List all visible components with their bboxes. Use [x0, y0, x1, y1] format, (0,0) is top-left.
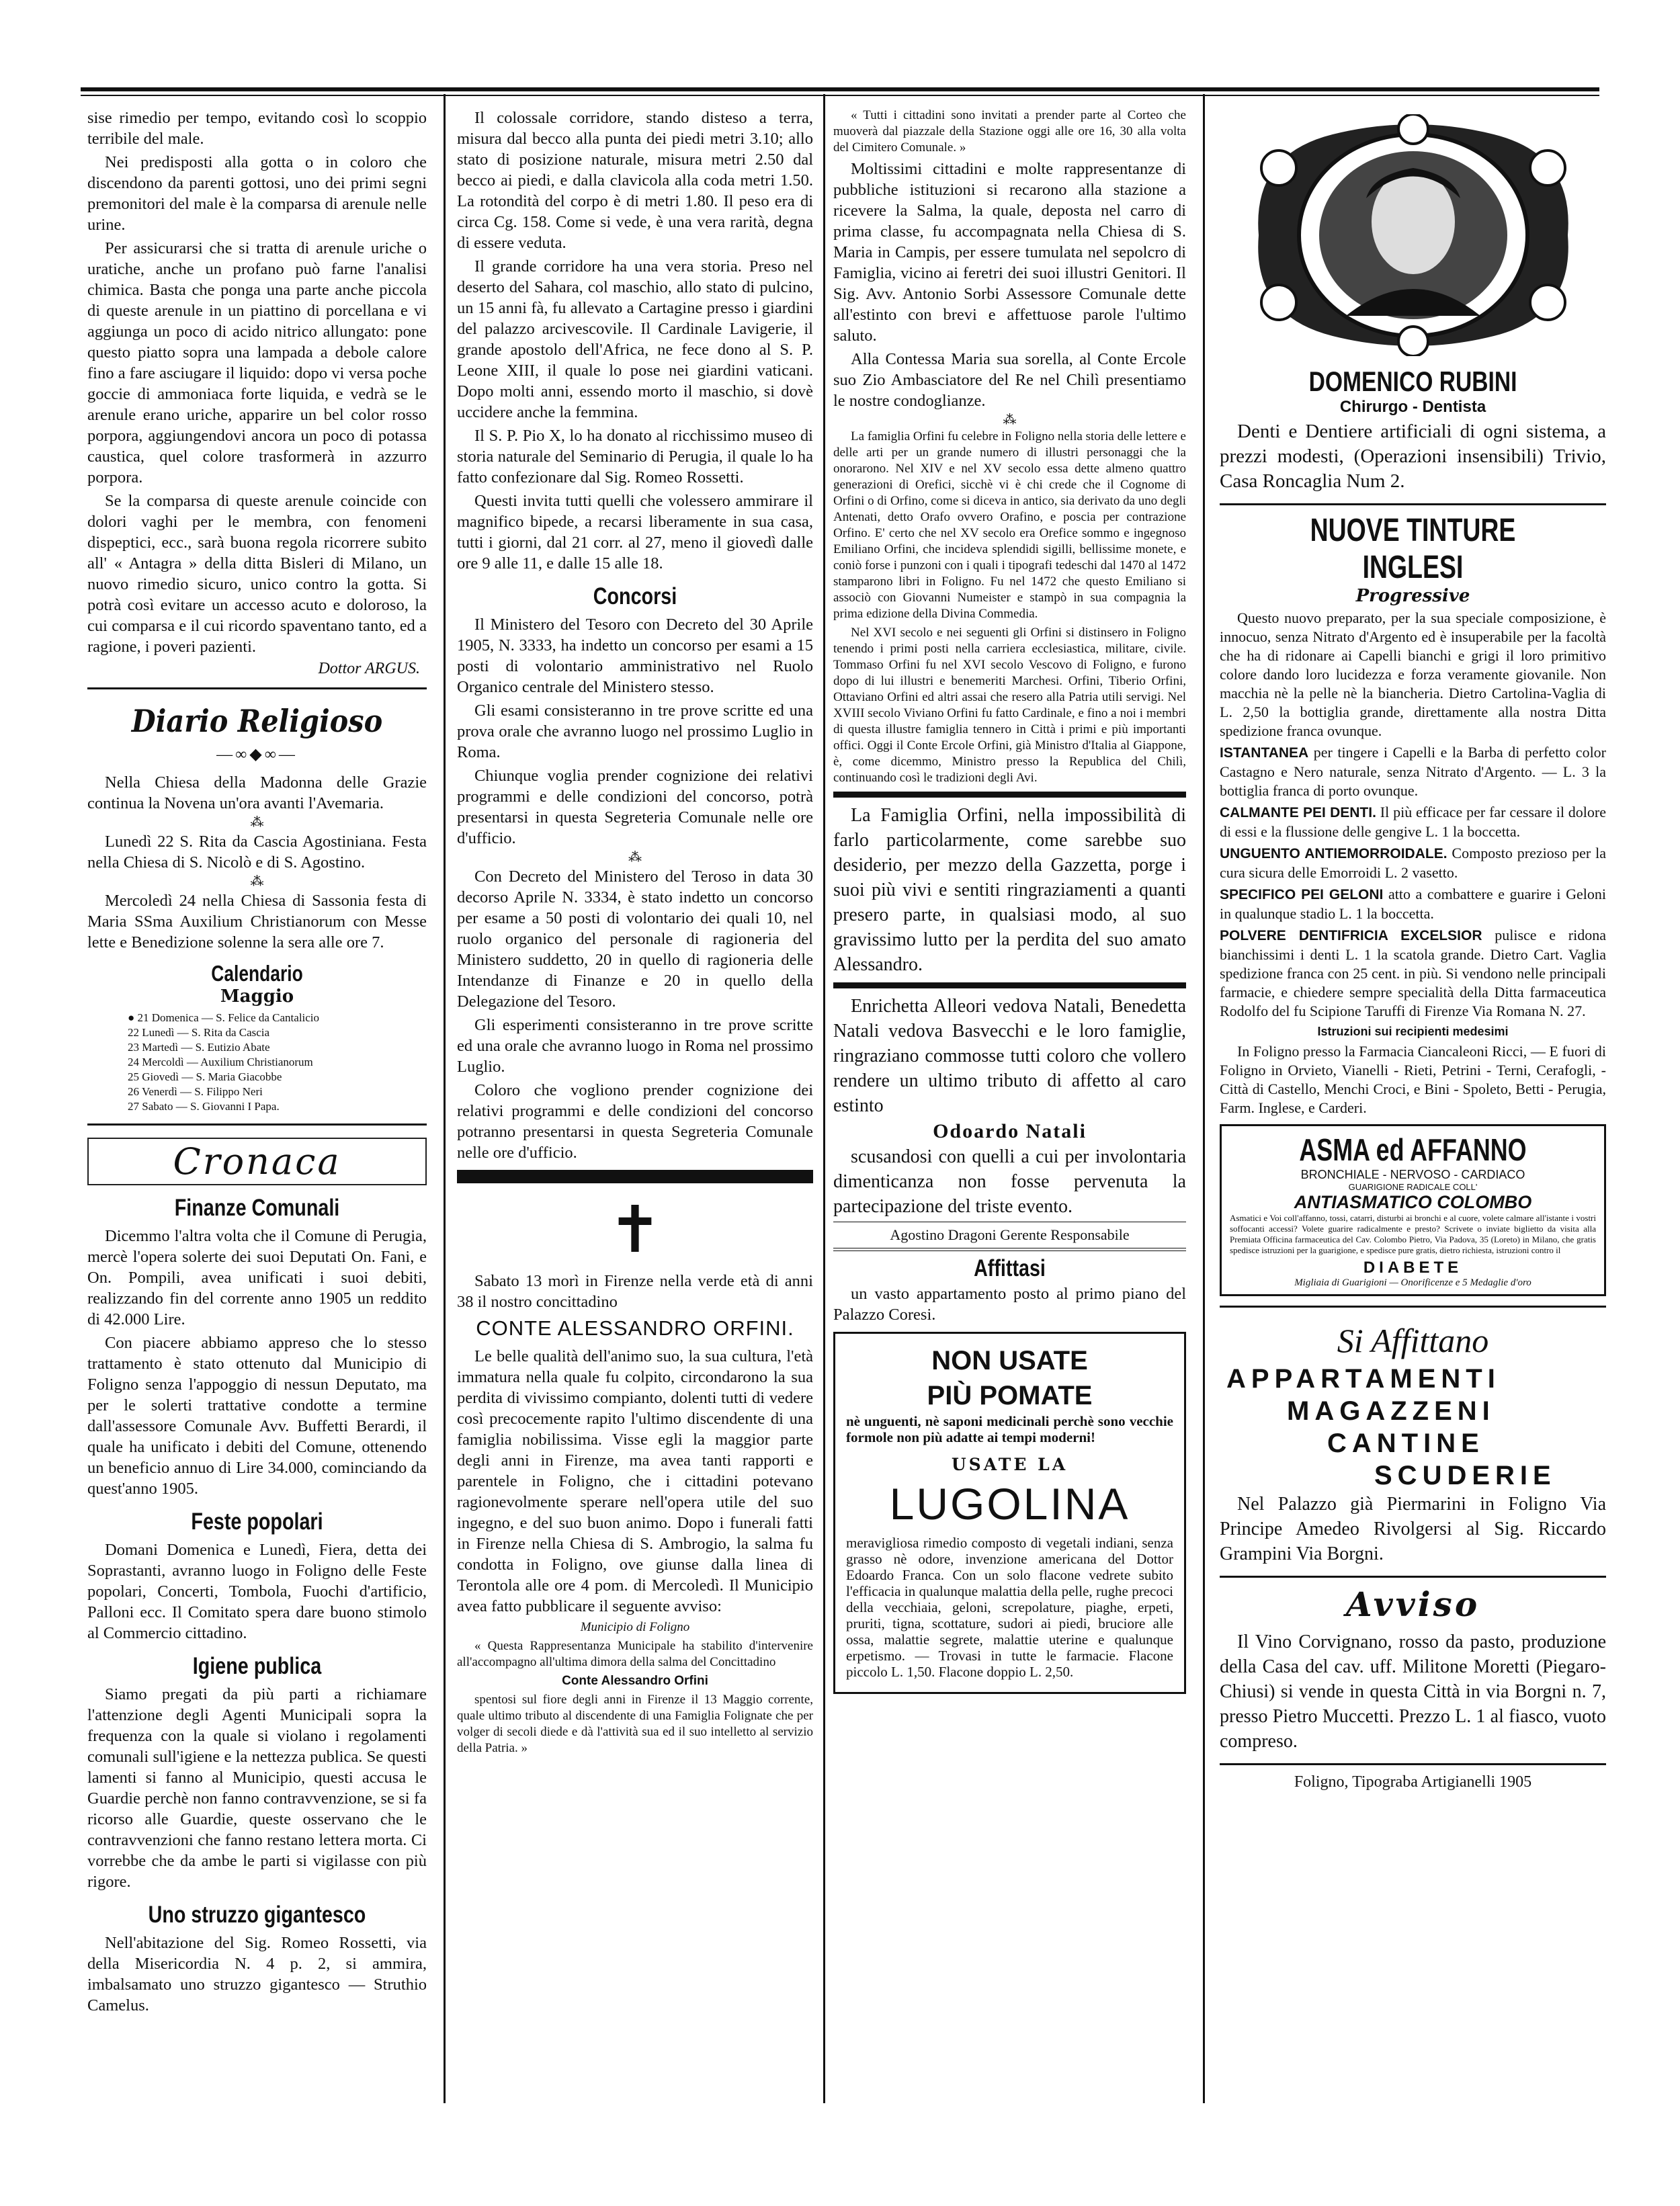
- gerente: Agostino Dragoni Gerente Responsabile: [890, 1226, 1130, 1243]
- article-paragraph: Per assicurarsi che si tratta di arenule uriche o uratiche, anche un profano può farne l'analisi chimica. Basta che ponga una parte anche piccola di queste arenule in un piattino di porcellana e vi aggiunga un poco di acido nitrico allungato: pone questo piatto sopra una lampada a debole calore fino a fare asciugare il liquido: dopo vi versa poche goccie di ammoniaca forte liquida, e vedrà se le arenule erano uriche, apparire un bel color rosso porpora, aggiungendovi ancora un poco di potassa caustica, quel colore trasformerà in azzurro porpora.: [87, 239, 427, 486]
- mourning-band: [833, 982, 1186, 988]
- printer: Foligno, Tipograba Artigianelli 1905: [1294, 1773, 1532, 1791]
- stars-separator: ⁂: [628, 850, 642, 865]
- calendar-row: 22 Lunedì — S. Rita da Cascia: [128, 1026, 270, 1039]
- asma-sub2: GUARIGIONE RADICALE COLL': [1348, 1182, 1478, 1192]
- tinture-subtitle: Progressive: [1355, 586, 1470, 606]
- product-name: ISTANTANEA: [1220, 745, 1309, 761]
- article-paragraph: Gli esperimenti consisteranno in tre prove scritte ed una orale che avranno luogo in Roma nel prossimo Luglio.: [457, 1016, 813, 1076]
- calendario-month: Maggio: [220, 986, 294, 1007]
- affittano-line: APPARTAMENTI: [1226, 1364, 1501, 1394]
- instructions: Istruzioni sui recipienti medesimi: [1317, 1025, 1509, 1038]
- section-title: Affittasi: [974, 1255, 1046, 1281]
- article-paragraph: un vasto appartamento posto al primo piano del Palazzo Coresi.: [833, 1285, 1186, 1324]
- affittano-title: Si Affittano: [1337, 1322, 1489, 1359]
- article-paragraph: Coloro che vogliono prender cognizione dei relativi programmi e delle condizioni del concorso potranno presentarsi in questa Segreteria Comunale nelle ore d'ufficio.: [457, 1081, 813, 1162]
- calendar-row: 27 Sabato — S. Giovanni I Papa.: [128, 1100, 280, 1113]
- column-3: [833, 108, 1186, 2123]
- asma-brand: ANTIASMATICO COLOMBO: [1294, 1192, 1532, 1212]
- article-paragraph: Dicemmo l'altra volta che il Comune di Perugia, mercè l'opera solerte dei suoi Deputati On. Fani, e On. Pompili, avea unificati i suoi debiti, realizzando fin del corrente anno 1905 un reddito di 42.000 Lire.: [87, 1227, 427, 1328]
- ornament: —∞◆∞—: [216, 746, 298, 763]
- article-paragraph: Nei predisposti alla gotta o in coloro che discendono da parenti gottosi, uno dei primi segni premonitori del male è la comparsa di arenule nelle urine.: [87, 153, 427, 234]
- product-item: [1220, 926, 1606, 1021]
- article-paragraph: Domani Domenica e Lunedì, Fiera, detta dei Soprastanti, avranno luogo in Foligno delle Feste popolari, Concerti, Tombola, Fuochi d'artificio, Palloni ecc. Il Comitato spera dare buono stimolo al Commercio cittadino.: [87, 1541, 427, 1642]
- article-paragraph: sise rimedio per tempo, evitando così lo scoppio terribile del male.: [87, 109, 427, 148]
- top-rule: [81, 87, 1599, 91]
- asma-ad: [1220, 1124, 1606, 1296]
- diabete: DIABETE: [1363, 1259, 1463, 1277]
- cross-icon: ✝: [607, 1194, 663, 1266]
- article-paragraph: Il Ministero del Tesoro con Decreto del 30 Aprile 1905, N. 3333, ha indetto un concorso per esami a 15 posti di volontario amministrativo nel Ruolo Organico centrale del Ministero stesso.: [457, 616, 813, 696]
- article-paragraph: Il colossale corridore, stando disteso a terra, misura dal becco alla punta dei piedi metri 3.10; allo stato di posizione naturale, misura metri 2.50 dal becco ai piedi, e dalla clavicola alla coda metri 1.50. La rotondità del corpo è di metri 1.80. Il peso era di circa Cg. 158. Come si vede, è una vera rarità, degna di essere veduta.: [457, 109, 813, 252]
- diario-title: Diario Religioso: [131, 703, 383, 739]
- thanks-natali-end: scusandosi con quelli a cui per involontaria dimenticanza non fosse pervenuta la partecipazione del triste evento.: [833, 1146, 1186, 1217]
- product-item: [1220, 803, 1606, 841]
- ad-subhead: USATE LA: [951, 1455, 1068, 1474]
- product-name: POLVERE DENTIFRICIA EXCELSIOR: [1220, 928, 1482, 943]
- article-paragraph: Le belle qualità dell'animo suo, la sua cultura, l'età immatura nella quale fu colpito, circondarono la sua perdita di vivissimo compianto, dolenti tutti di vedere così precocemente rapito l'ultimo discendente di una famiglia nobilissima. Visse egli la maggior parte degli anni in Firenze, ma avea tanti rapporti e parentele in Foligno, che i cittadini potevano ragionevolmente sperare nell'opera utile del suo ingegno, e del suo buon animo. Dopo i funerali fatti in Firenze nella Chiesa di S. Ambrogio, la salma fu condotta in Foligno, ove giunse dalla linea di Terontola alle ore 4 pom. di Mercoledì. Il Municipio avea fatto pubblicare il seguente avviso:: [457, 1347, 813, 1615]
- ad-text: nè unguenti, nè saponi medicinali perchè sono vecchie formole non più adatte ai tempi moderni!: [846, 1413, 1173, 1445]
- column-4: [1220, 108, 1606, 2157]
- portrait-engraving: [1238, 114, 1588, 356]
- column-rule: [444, 94, 446, 2103]
- affittano-text: Nel Palazzo già Piermarini in Foligno Via Principe Amedeo Rivolgersi al Sig. Riccardo Grampini Via Borgni.: [1220, 1494, 1606, 1564]
- thanks-natali: Enrichetta Alleori vedova Natali, Benedetta Natali vedova Basvecchi e le loro famiglie, ringraziano commosse tutti coloro che vollero rendere un ultimo tributo di affetto al caro estinto: [833, 996, 1186, 1116]
- affittano-line: SCUDERIE: [1374, 1461, 1556, 1490]
- asma-foot: Migliaia di Guarigioni — Onorificenze e 5 Medaglie d'oro: [1294, 1277, 1531, 1288]
- cronaca-banner: Cronaca: [87, 1138, 427, 1185]
- article-paragraph: « Tutti i cittadini sono invitati a prender parte al Corteo che muoverà dal piazzale della Stazione oggi alle ore 16, 30 alla volta del Cimitero Comunale. »: [833, 108, 1186, 155]
- article-paragraph: Gli esami consisteranno in tre prove scritte ed una prova orale che avranno luogo nel prossimo Luglio in Roma.: [457, 702, 813, 761]
- article-paragraph: Alla Contessa Maria sua sorella, al Conte Ercole suo Zio Ambasciatore del Re nel Chilì presentiamo le nostre condoglianze.: [833, 350, 1186, 410]
- avviso-text: Il Vino Corvignano, rosso da pasto, produzione della Casa del cav. uff. Militone Moretti (Piegaro-Chiusi) si vende in questa Città in via Borgni n. 7, presso Pietro Muccetti. Prezzo L. 1 al fiasco, vuoto compreso.: [1220, 1631, 1606, 1752]
- obituary-intro: Sabato 13 morì in Firenze nella verde età di anni 38 il nostro concittadino: [457, 1272, 813, 1311]
- ad-brand: LUGOLINA: [889, 1479, 1130, 1529]
- notice-text: spentosi sul fiore degli anni in Firenze il 13 Maggio corrente, quale ultimo tributo al discendente di una Famiglia Folignate che per volger di secoli diede e dà l'attività sua ed il suo intelletto al servizio della Patria. »: [457, 1693, 813, 1755]
- obituary-name: CONTE ALESSANDRO ORFINI.: [476, 1316, 794, 1340]
- section-title: Feste popolari: [191, 1509, 323, 1535]
- article-paragraph: Con Decreto del Ministero del Teroso in data 30 decorso Aprile N. 3334, è stato indetto un concorso per esame a 50 posti di volontario dei quali 10, nel ruolo organico del personale di ragioneria del Ministero suddetto, 20 in quello di ragioneria delle Intendanze di Finanze e 20 in quello della Delegazione del Tesoro.: [457, 867, 813, 1011]
- product-name: UNGUENTO ANTIEMORROIDALE.: [1220, 846, 1447, 861]
- asma-title: ASMA ed AFFANNO: [1299, 1132, 1527, 1167]
- notice-text: « Questa Rappresentanza Municipale ha stabilito d'intervenire all'accompagno all'ultima dimora della salma del Concittadino: [457, 1639, 813, 1669]
- calendar-row: 25 Giovedì — S. Maria Giacobbe: [128, 1070, 282, 1083]
- divider: [1220, 1576, 1606, 1578]
- diario-paragraph: Mercoledì 24 nella Chiesa di Sassonia festa di Maria SSma Auxilium Christianorum con Messe lette e Benedizione solenne la sera alle ore 7.: [87, 892, 427, 951]
- ad-headline: NON USATE: [931, 1346, 1088, 1375]
- asma-sub: BRONCHIALE - NERVOSO - CARDIACO: [1300, 1168, 1525, 1181]
- calendar-row: ● 21 Domenica — S. Felice da Cantalicio: [128, 1011, 320, 1024]
- product-text: pulisce e ridona bianchissimi i denti L. 1 la scatola grande. Dietro Cart. Vaglia spedizione franca con 25 cent. in più. Si vendono nelle principali farmacie, e chiedere sempre specialità della Ditta farmaceutica Rodolfo del fu Scipione Taruffi di Firenze Via Romana N. 27.: [1220, 927, 1606, 1019]
- avviso-title: Avviso: [1345, 1584, 1480, 1624]
- notice-name: Conte Alessandro Orfini: [562, 1674, 708, 1688]
- thanks-orfini: La Famiglia Orfini, nella impossibilità di farlo particolarmente, come sarebbe suo desiderio, per mezzo della Gazzetta, porge i suoi più vivi e sentiti ringraziamenti a quanti presero parte, in qualsiasi modo, al suo gravissimo lutto per la perdita del suo amato Alessandro.: [833, 805, 1186, 975]
- article-paragraph: Chiunque voglia prender cognizione dei relativi programmi e delle condizioni del concorso, potrà presentarsi in questa Segreteria Comunale nelle ore d'ufficio.: [457, 767, 813, 847]
- product-item: [1220, 885, 1606, 923]
- product-text: per tingere i Capelli e la Barba di perfetto color Castagno e Nero naturale, senza Nitrato d'Argento. — L. 3 la bottiglia franca di porto ovunque.: [1220, 744, 1606, 799]
- dentist-text: Denti e Dentiere artificiali di ogni sistema, a prezzi modesti, (Operazioni insensibili) Trivio, Casa Roncaglia Num 2.: [1220, 421, 1606, 492]
- dentist-name: DOMENICO RUBINI: [1308, 366, 1517, 397]
- calendar-row: 24 Mercoldì — Auxilium Christianorum: [128, 1056, 313, 1068]
- calendar-row: 26 Venerdì — S. Filippo Neri: [128, 1085, 263, 1098]
- product-name: CALMANTE PEI DENTI.: [1220, 805, 1376, 820]
- divider: [1220, 1763, 1606, 1765]
- signature: Dottor ARGUS.: [318, 660, 420, 677]
- column-rule: [1203, 94, 1205, 2103]
- article-paragraph: Nell'abitazione del Sig. Romeo Rossetti, via della Misericordia N. 4 p. 2, si ammira, imbalsamato uno struzzo gigantesco — Struthio Camelus.: [87, 1934, 427, 2014]
- stars-separator: ⁂: [250, 874, 264, 889]
- product-text: Il più efficace per far cessare il dolore di essi e la flussione delle gengive L. 1 la boccetta.: [1220, 804, 1606, 840]
- article-paragraph: Con piacere abbiamo appreso che lo stesso trattamento è stato ottenuto dal Municipio di Foligno senza l'appoggio di nessun Deputato, ma per le solerti trattative condotte a termine dall'assessore Comunale Avv. Buffetti Berardi, il quale ha unificato i debiti del Comune, ottenendo un beneficio annuo di Lire 34.000, cominciando da quest'anno 1905.: [87, 1334, 427, 1498]
- ad-text: meravigliosa rimedio composto di vegetali indiani, senza grasso nè odore, invenzione americana del Dottor Edoardo Franca. Con un solo flacone vedrete subito l'efficacia in qualunque malattia della pelle, rughe precoci della vecchiaia, geloni, screpolature, piaghe, erpeti, pruriti, tigna, scottature, sudori ai piedi, bruciore alle ossa, malattie segrete, malattie uterine e qualunque erpetismo. — Trovasi in tutte le farmacie. Flacone piccolo L. 1,50. Flacone doppio L. 2,50.: [846, 1535, 1173, 1680]
- lugolina-ad: [833, 1332, 1186, 1694]
- product-text: Composto prezioso per la cura sicura delle Emorroidi L. 2 vasetto.: [1220, 845, 1606, 881]
- deceased-name: Odoardo Natali: [933, 1120, 1087, 1142]
- stars-separator: ⁂: [1003, 413, 1017, 427]
- divider: [833, 1250, 1186, 1251]
- article-paragraph: Moltissimi cittadini e molte rappresentanze di pubbliche istituzioni si recarono alla stazione a ricevere la Salma, la quale, deposta nel carro di prima classe, fu accompagnata nella Chiesa di S. Maria in Campis, per essere tumulata nel sepolcro di Famiglia, vicino ai feretri dei suoi illustri Genitori. Il Sig. Avv. Antonio Sorbi Assessore Comunale dette all'estinto con brevi e affettuose parole l'ultimo saluto.: [833, 160, 1186, 345]
- article-paragraph: Se la comparsa di queste arenule coincide con dolori vaghi per le membra, con fenomeni dispeptici, ecc., sarà buona regola ricorrere subito all' « Antagra » della ditta Bisleri di Milano, un nuovo rimedio sicuro, unico contro la gotta. Si potrà così evitare un accesso acuto e doloroso, la cui comparsa e il cui ricordo spaventano tanto, ed a ragione, i poveri pazienti.: [87, 492, 427, 656]
- article-paragraph: Nel XVI secolo e nei seguenti gli Orfini si distinsero in Foligno tenendo i primi posti nella carriera ecclesiastica, militare, civile. Tommaso Orfini fu nel XVI secolo Vescovo di Foligno, e furono dopo di lui illustri e benemeriti Marchesi. Orfini, Tiberio Orfini, Ottaviano Orfini ed altri assai che resero alla Patria utili servigi. Nel XVIII secolo Viviano Orfini fu fatto Cardinale, e fino a noi i membri di questa illustre famiglia tennero in Città i primi e più importanti offici. Oggi il Conte Ercole Orfini, già Ministro d'Italia al Giappone, è, come dicemmo, Ministro presso la Republica del Chilì, continuando così le tradizioni degli Avi.: [833, 626, 1186, 785]
- column-rule: [823, 94, 825, 2103]
- section-title: Igiene publica: [192, 1653, 322, 1679]
- tinture-text: Questo nuovo preparato, per la sua speciale composizione, è innocuo, senza Nitrato d'Argento ed è insuperabile per la facoltà che ha di ridonare ai Capelli bianchi e grigi il loro primitivo colore dando loro lucidezza e forza veramente giovanile. Non macchia nè la pelle nè la biancheria. Dietro Cartolina-Vaglia di L. 2,50 la bottiglia grande, direttamente alla nostra Ditta spedizione franca ovunque.: [1220, 609, 1606, 739]
- section-title: Finanze Comunali: [174, 1195, 340, 1221]
- affittano-line: MAGAZZENI: [1287, 1396, 1495, 1426]
- article-paragraph: Questi invita tutti quelli che volessero ammirare il magnifico bipede, a recarsi liberamente in sua casa, tutti i giorni, dal 21 corr. al 27, meno il giovedì dalle ore 9 alle 11, e dalle 15 alle 18.: [457, 492, 813, 572]
- divider: [87, 687, 427, 689]
- mourning-band: [457, 1170, 813, 1183]
- diario-paragraph: Nella Chiesa della Madonna delle Grazie continua la Novena un'ora avanti l'Avemaria.: [87, 773, 427, 812]
- calendario-title: Calendario: [211, 961, 303, 986]
- section-title: Concorsi: [593, 583, 677, 609]
- notice-title: Municipio di Foligno: [580, 1620, 690, 1634]
- top-rule-thin: [81, 95, 1599, 96]
- depositaries: In Foligno presso la Farmacia Ciancaleoni Ricci, — E fuori di Foligno in Orvieto, Vianelli - Rieti, Petrini - Terni, Cerafogli, - Città di Castello, Menchi Croci, e Bini - Spoleto, Betti - Perugia, Farm. Inglese, e Carderi.: [1220, 1043, 1606, 1116]
- column-1: [87, 108, 427, 2123]
- article-paragraph: Siamo pregati da più parti a richiamare l'attenzione degli Agenti Municipali sopra la frequenza con la quale si violano i regolamenti comunali sull'igiene e la nettezza publica. Se questi lamenti si fanno al Municipio, questi accusa le Guardie perchè non fanno contravvenzione, se si fa ricorso alle Guardie, queste osservano che le contravvenzioni che fanno restano lettera morta. Ci vorrebbe che da ambe le parti si vigilasse con più rigore.: [87, 1685, 427, 1891]
- asma-text: Asmatici e Voi coll'affanno, tossi, catarri, disturbi ai bronchi e al cuore, volete calmare all'istante i vostri soffocanti accessi? Volete guarire radicalmente e presto? Scrivete o inviate biglietto da visita alla Premiata Officina farmaceutica del Cav. Colombo Pietro, Via Padova, 35 (Loreto) in Milano, che gratis spedisce istruzioni per la guarigione, e spedisce pure gratis, dietro richiesta, istruzioni contro il: [1230, 1213, 1596, 1255]
- column-2: [457, 108, 813, 2123]
- ad-headline: PIÙ POMATE: [927, 1381, 1093, 1410]
- product-item: [1220, 844, 1606, 882]
- divider: [87, 1123, 427, 1126]
- article-paragraph: Il S. P. Pio X, lo ha donato al ricchissimo museo di storia naturale del Seminario di Perugia, il quale lo ha fatto confezionare dal Sig. Romeo Rossetti.: [457, 427, 813, 486]
- diario-paragraph: Lunedì 22 S. Rita da Cascia Agostiniana. Festa nella Chiesa di S. Nicolò e di S. Agostino.: [87, 833, 427, 872]
- dentist-portrait: [1238, 114, 1588, 356]
- affittano-line: CANTINE: [1327, 1429, 1484, 1458]
- calendar-row: 23 Martedì — S. Eutizio Abate: [128, 1041, 270, 1054]
- stars-separator: ⁂: [250, 815, 264, 830]
- divider: [1220, 1306, 1606, 1308]
- product-text: atto a combattere e guarire i Geloni in qualunque stadio L. 1 la boccetta.: [1220, 886, 1606, 922]
- dentist-title: Chirurgo - Dentista: [1339, 398, 1486, 416]
- mourning-band: [833, 792, 1186, 798]
- section-title: Uno struzzo gigantesco: [148, 1902, 366, 1928]
- tinture-title: NUOVE TINTURE INGLESI: [1310, 513, 1516, 585]
- product-item: [1220, 743, 1606, 800]
- divider: [1220, 503, 1606, 505]
- product-name: SPECIFICO PEI GELONI: [1220, 887, 1384, 902]
- article-paragraph: Il grande corridore ha una vera storia. Preso nel deserto del Sahara, col maschio, allo stato di pulcino, un 15 anni fà, fu allevato a Cartagine presso i giardini del palazzo arcivescovile. Il Cardinale Lavigerie, il grande apostolo dell'Africa, ne fece dono al S. P. Leone XIII, il quale lo pose nei giardini vaticani. Dopo molti anni, essendo morto il maschio, si dovè uccidere anche la femmina.: [457, 257, 813, 421]
- article-paragraph: La famiglia Orfini fu celebre in Foligno nella storia delle lettere e delle arti per un grande numero di illustri personaggi che la onorarono. Nel XIV e nel XV secolo essa dette almeno quattro generazioni di Orefici, sicchè vi è chi crede che il Cognome di Orfini o di Orfino, come si diceva in antico, sia derivato da uno degli Antenati, detto Orafo ovvero Orafino, e poscia per contrazione Orfino. E' certo che nel XV secolo era Orefice sommo e ingegnoso Emiliano Orfini, che incideva splendidi sigilli, bellissime monete, e coniò forse i punzoni con i quali i tipografi tedeschi dal 1470 al 1472 stamparono libri in Foligno. Fu nel 1472 che questo Emiliano si associò con Giovanni Numeister e stampò in sua compagnia la prima edizione della Divina Commedia.: [833, 429, 1186, 621]
